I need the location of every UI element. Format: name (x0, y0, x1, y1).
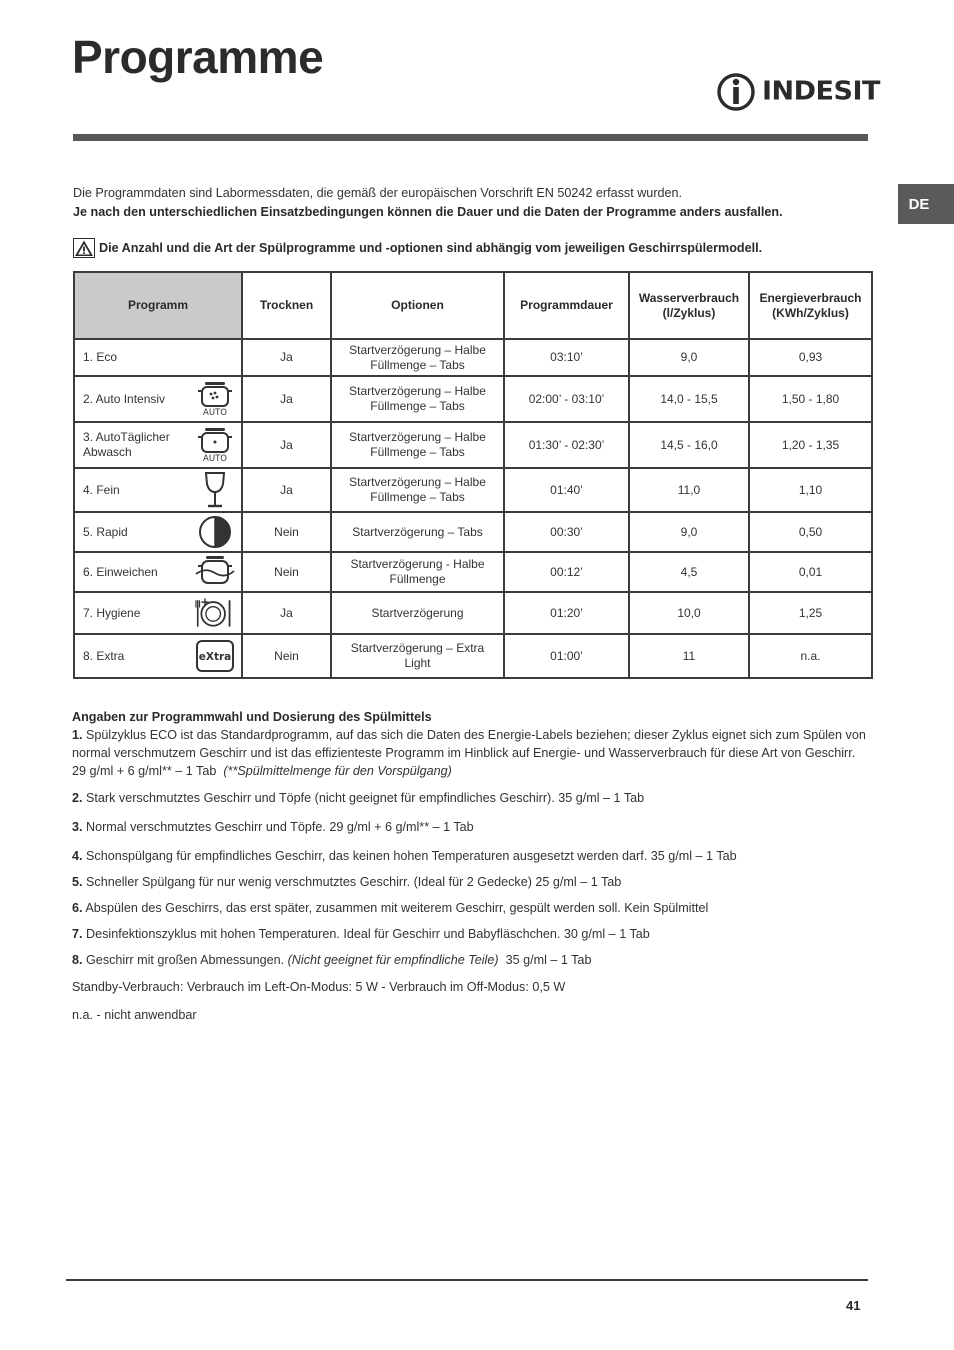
water-cell: 4,5 (629, 552, 749, 592)
options-cell: Startverzögerung – Extra Light (331, 634, 504, 678)
programme-name: 1. Eco (83, 350, 118, 364)
svg-text:AUTO: AUTO (203, 454, 227, 463)
language-tab: DE (898, 184, 954, 224)
programme-notes (72, 709, 872, 1024)
logo-wordmark: INDESIT (762, 76, 880, 106)
dry-cell: Ja (242, 592, 331, 634)
options-cell: Startverzögerung – Tabs (331, 512, 504, 552)
dry-cell: Nein (242, 552, 331, 592)
table-row (74, 512, 872, 552)
warning-triangle-icon (73, 238, 95, 258)
options-cell: Startverzögerung (331, 592, 504, 634)
programme-name-cell (74, 376, 242, 422)
options-cell: Startverzögerung – Halbe Füllmenge – Tabs (331, 468, 504, 512)
duration-cell: 00:30’ (504, 512, 629, 552)
duration-cell: 03:10’ (504, 339, 629, 376)
note-item: 8. Geschirr mit großen Abmessungen. (Nicht geeignet für empfindliche Teile) 35 g/ml – 1 Tab (72, 953, 592, 967)
dry-cell: Ja (242, 376, 331, 422)
water-cell: 11,0 (629, 468, 749, 512)
programme-table (73, 271, 873, 679)
col-header-programmdauer: Programmdauer (504, 272, 629, 339)
programme-name-cell (74, 592, 242, 634)
table-row (74, 339, 872, 376)
energy-cell: n.a. (749, 634, 872, 678)
page-number: 41 (846, 1298, 861, 1313)
note-item: 3. Normal verschmutztes Geschirr und Töpfe. 29 g/ml + 6 g/ml** – 1 Tab (72, 820, 474, 834)
svg-text:AUTO: AUTO (203, 408, 227, 417)
intro-line-1: Die Programmdaten sind Labormessdaten, die gemäß der europäischen Vorschrift EN 50242 erfasst wurden. (73, 186, 683, 200)
warning-note (73, 238, 873, 258)
duration-cell: 01:20’ (504, 592, 629, 634)
notes-heading: Angaben zur Programmwahl und Dosierung des Spülmittels (72, 710, 432, 724)
table-row (74, 376, 872, 422)
dry-cell: Ja (242, 468, 331, 512)
header-rule (73, 134, 868, 141)
programme-name: 2. Auto Intensiv (83, 391, 166, 406)
hygiene-plate-icon (195, 595, 235, 631)
duration-cell: 01:30’ - 02:30’ (504, 422, 629, 468)
energy-cell: 1,10 (749, 468, 872, 512)
col-header-optionen: Optionen (331, 272, 504, 339)
auto-daily-pot-icon (195, 427, 235, 463)
energy-cell: 0,93 (749, 339, 872, 376)
table-row (74, 468, 872, 512)
energy-cell: 0,01 (749, 552, 872, 592)
water-cell: 14,0 - 15,5 (629, 376, 749, 422)
table-row (74, 422, 872, 468)
water-cell: 10,0 (629, 592, 749, 634)
water-cell: 9,0 (629, 339, 749, 376)
footer-rule (66, 1279, 868, 1281)
water-cell: 11 (629, 634, 749, 678)
programme-name: 5. Rapid (83, 524, 128, 539)
page-title: Programme (72, 31, 324, 83)
programme-name: 8. Extra (83, 648, 125, 663)
energy-cell: 1,20 - 1,35 (749, 422, 872, 468)
programme-name: 6. Einweichen (83, 564, 158, 579)
rapid-clock-icon (195, 514, 235, 550)
energy-cell: 0,50 (749, 512, 872, 552)
dry-cell: Ja (242, 339, 331, 376)
wine-glass-icon (195, 472, 235, 508)
programme-name-cell (74, 422, 242, 468)
duration-cell: 01:40’ (504, 468, 629, 512)
col-header-wasserverbrauch: Wasserverbrauch (l/Zyklus) (629, 272, 749, 339)
energy-cell: 1,50 - 1,80 (749, 376, 872, 422)
programme-name-cell (74, 634, 242, 678)
brand-logo (716, 68, 880, 114)
programme-name: 4. Fein (83, 482, 120, 497)
warning-text: Die Anzahl und die Art der Spülprogramme und -optionen sind abhängig vom jeweiligen Geschirrspülermodell. (99, 241, 763, 255)
note-item: 2. Stark verschmutztes Geschirr und Töpfe (nicht geeignet für empfindliches Geschirr). 35 g/ml – 1 Tab (72, 791, 645, 805)
extra-icon (195, 638, 235, 674)
table-row (74, 552, 872, 592)
dry-cell: Nein (242, 512, 331, 552)
programme-name: 3. AutoTäglicher Abwasch (83, 430, 170, 459)
dry-cell: Nein (242, 634, 331, 678)
intro-text (73, 184, 873, 222)
programme-name-cell (74, 339, 242, 376)
duration-cell: 02:00’ - 03:10’ (504, 376, 629, 422)
note-item: 4. Schonspülgang für empfindliches Geschirr, das keinen hohen Temperaturen ausgesetzt werden darf. 35 g/ml – 1 Tab (72, 849, 737, 863)
table-row (74, 634, 872, 678)
note-item: 7. Desinfektionszyklus mit hohen Temperaturen. Ideal für Geschirr und Babyfläschchen. 30 g/ml – 1 Tab (72, 927, 650, 941)
note-item: 1. Spülzyklus ECO ist das Standardprogramm, auf das sich die Daten des Energie-Labels beziehen; dieser Zyklus eignet sich zum Spülen von normal verschmutzem Geschirr und ist das effizienteste Programm im Hinblick auf Energie- und Wasserverbrauch für diese Art von Geschirr. 29 g/ml + 6 g/ml** – 1 Tab (**Spülmittelmenge für den Vorspülgang) (72, 728, 866, 778)
programme-name: 7. Hygiene (83, 605, 141, 620)
programme-name-cell (74, 552, 242, 592)
na-legend: n.a. - nicht anwendbar (72, 1008, 197, 1022)
programme-name-cell (74, 468, 242, 512)
table-row (74, 592, 872, 634)
note-item: 6. Abspülen des Geschirrs, das erst später, zusammen mit weiterem Geschirr, gespült werden soll. Kein Spülmittel (72, 901, 709, 915)
col-header-trocknen: Trocknen (242, 272, 331, 339)
dry-cell: Ja (242, 422, 331, 468)
table-header-row (74, 272, 872, 339)
intro-line-2: Je nach den unterschiedlichen Einsatzbedingungen können die Dauer und die Daten der Programme anders ausfallen. (73, 205, 783, 219)
options-cell: Startverzögerung – Halbe Füllmenge – Tabs (331, 422, 504, 468)
col-header-energieverbrauch: Energieverbrauch (KWh/Zyklus) (749, 272, 872, 339)
energy-cell: 1,25 (749, 592, 872, 634)
duration-cell: 01:00’ (504, 634, 629, 678)
options-cell: Startverzögerung – Halbe Füllmenge – Tabs (331, 376, 504, 422)
options-cell: Startverzögerung – Halbe Füllmenge – Tabs (331, 339, 504, 376)
note-item: 5. Schneller Spülgang für nur wenig verschmutztes Geschirr. (Ideal für 2 Gedecke) 25 g/ml – 1 Tab (72, 875, 622, 889)
svg-text:eXtra: eXtra (198, 651, 232, 663)
water-cell: 9,0 (629, 512, 749, 552)
soak-pot-icon (195, 554, 235, 590)
indesit-logo-icon (716, 69, 756, 113)
auto-intensive-pot-icon (195, 381, 235, 417)
water-cell: 14,5 - 16,0 (629, 422, 749, 468)
duration-cell: 00:12’ (504, 552, 629, 592)
programme-name-cell (74, 512, 242, 552)
standby-consumption: Standby-Verbrauch: Verbrauch im Left-On-Modus: 5 W - Verbrauch im Off-Modus: 0,5 W (72, 980, 566, 994)
col-header-programm: Programm (74, 272, 242, 339)
options-cell: Startverzögerung - Halbe Füllmenge (331, 552, 504, 592)
